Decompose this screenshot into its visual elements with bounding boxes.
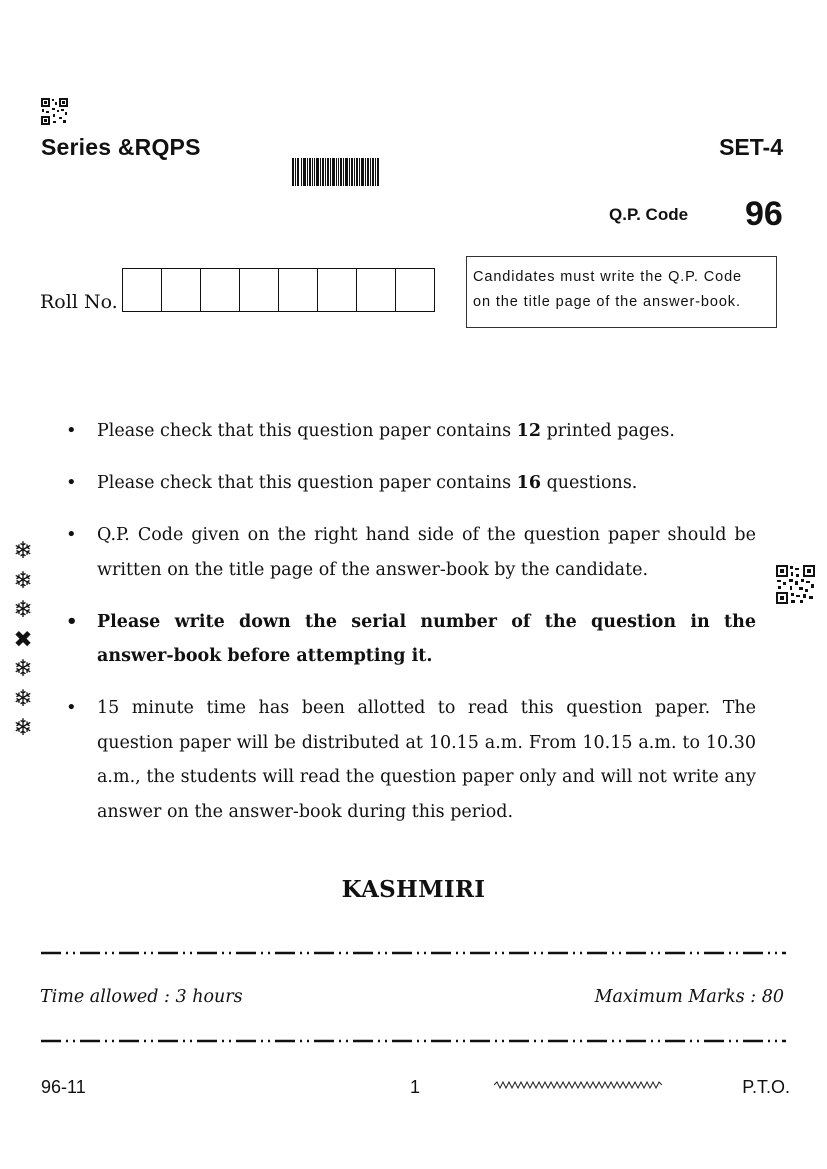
instruction-item <box>66 518 756 587</box>
roll-number-box[interactable] <box>318 269 357 311</box>
qr-code-icon <box>776 565 815 604</box>
notice-line: Candidates must write the Q.P. Code <box>473 269 742 285</box>
time-allowed: Time allowed : 3 hours <box>40 987 243 1007</box>
cross-icon: ✖ <box>13 626 33 653</box>
dash-divider <box>41 951 786 955</box>
roll-number-box[interactable] <box>279 269 318 311</box>
qr-code-icon <box>41 98 68 125</box>
instruction-text: printed pages. <box>541 421 675 441</box>
instructions-list <box>66 414 756 847</box>
instruction-item <box>66 691 756 829</box>
roll-number-box[interactable] <box>396 269 434 311</box>
snowflake-icon: ❄ <box>13 685 33 712</box>
instruction-item <box>66 466 756 501</box>
page-number: 1 <box>410 1077 421 1097</box>
dash-divider <box>41 1039 786 1043</box>
instruction-text: questions. <box>541 473 638 493</box>
bullet-icon: • <box>66 610 78 632</box>
notice-line: on the title page of the answer-book. <box>473 294 741 310</box>
roll-number-label: Roll No. <box>40 291 118 313</box>
roll-number-box[interactable] <box>240 269 279 311</box>
subject-title: KASHMIRI <box>341 876 486 903</box>
squiggle-line-icon <box>494 1080 662 1090</box>
bullet-icon: • <box>66 472 77 493</box>
roll-number-box[interactable] <box>162 269 201 311</box>
instruction-text: Q.P. Code given on the right hand side of the question paper should be written on the title page of the answer-book by the candidate. <box>97 525 756 580</box>
bullet-icon: • <box>66 420 77 441</box>
barcode-icon <box>292 158 379 186</box>
instruction-text: Please check that this question paper contains <box>97 421 517 441</box>
roll-number-box[interactable] <box>201 269 240 311</box>
side-security-marks <box>10 537 36 744</box>
instruction-text: Please check that this question paper contains <box>97 473 517 493</box>
snowflake-icon: ❄ <box>13 715 33 741</box>
snowflake-icon: ❄ <box>13 597 33 623</box>
qp-code-notice-box <box>466 256 777 328</box>
instruction-text: 15 minute time has been allotted to read this question paper. The question paper will be distributed at 10.15 a.m. From 10.15 a.m. to 10.30 a.m., the students will read the question paper only and will not write any answer on the answer-book during this period. <box>97 698 756 822</box>
page-count: 12 <box>516 421 542 441</box>
instruction-text: Please write down the serial number of the question in the answer-book before attempting it. <box>97 611 756 666</box>
please-turn-over: P.T.O. <box>742 1077 790 1097</box>
qp-code-label: Q.P. Code <box>609 205 689 224</box>
set-label: SET-4 <box>719 134 783 160</box>
series-label: Series &RQPS <box>41 134 201 160</box>
roll-number-boxes[interactable] <box>122 268 435 312</box>
qp-code-value: 96 <box>745 195 783 233</box>
instruction-item <box>66 605 756 674</box>
snowflake-icon: ❄ <box>13 567 33 594</box>
roll-number-box[interactable] <box>123 269 162 311</box>
snowflake-icon: ❄ <box>13 538 33 564</box>
bullet-icon: • <box>66 697 77 718</box>
paper-code: 96-11 <box>41 1077 86 1097</box>
question-count: 16 <box>516 473 542 493</box>
bullet-icon: • <box>66 524 77 545</box>
roll-number-box[interactable] <box>357 269 396 311</box>
snowflake-icon: ❄ <box>13 656 33 682</box>
instruction-item <box>66 414 756 449</box>
maximum-marks: Maximum Marks : 80 <box>594 987 784 1007</box>
